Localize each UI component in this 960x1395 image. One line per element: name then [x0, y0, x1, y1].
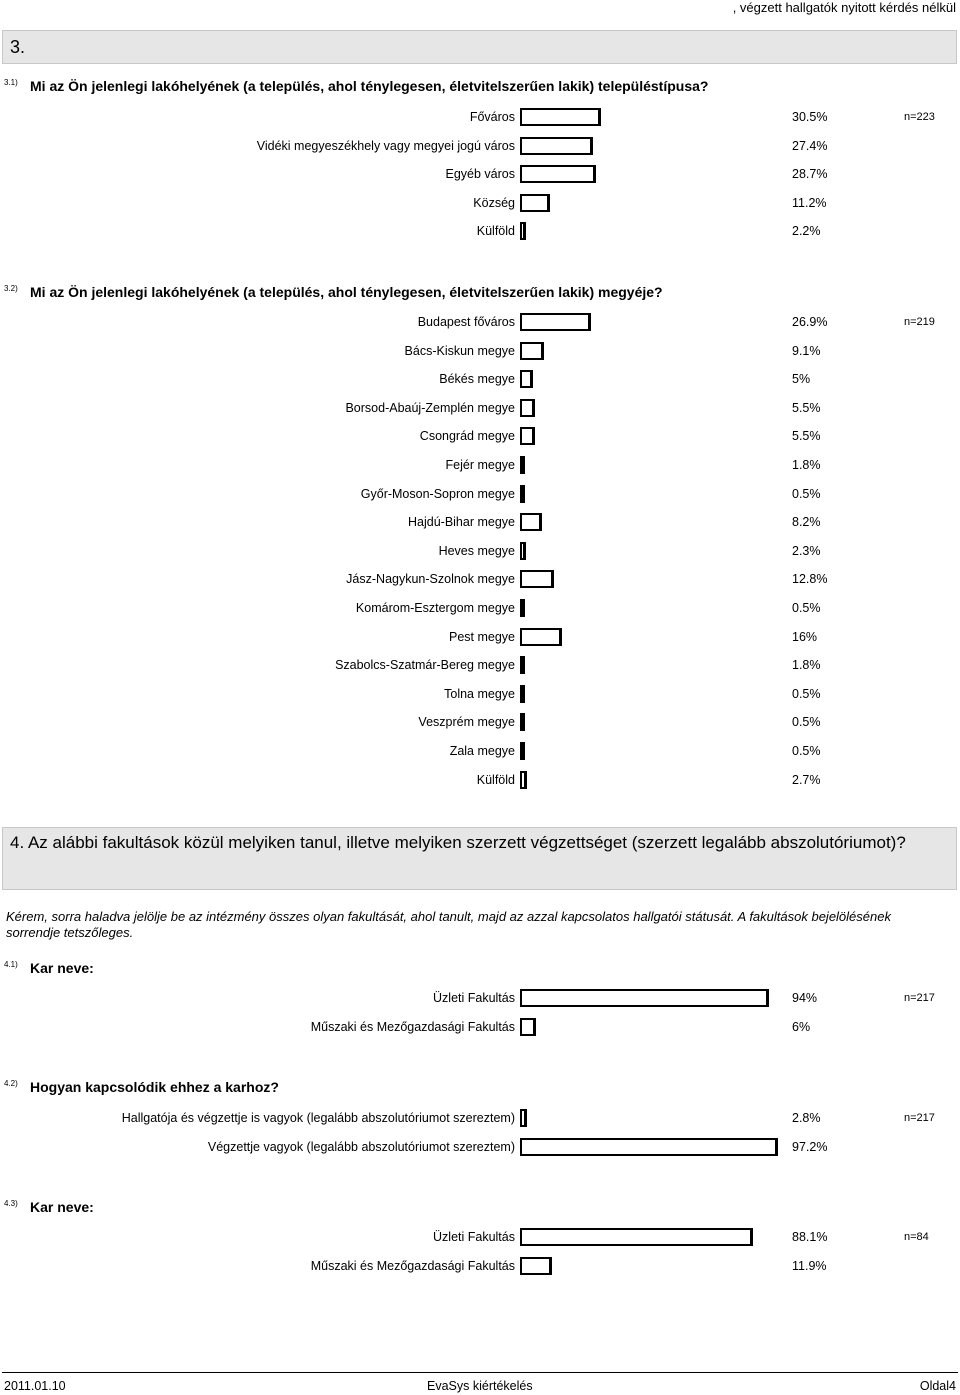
row-label: Község: [473, 196, 515, 210]
percentage-bar: [520, 485, 525, 503]
percentage-value: 0.5%: [792, 687, 821, 701]
question-3-2-number: 3.2): [4, 284, 18, 293]
section-4-title: 4. Az alábbi fakultások közül melyiken tanul, illetve melyiken szerzett végzettséget (szerzett legalább abszolutóriumot)?: [10, 833, 906, 852]
row-label: Heves megye: [438, 544, 515, 558]
question-3-1-n: n=223: [904, 111, 935, 123]
row-label: Műszaki és Mezőgazdasági Fakultás: [310, 1259, 515, 1273]
percentage-value: 0.5%: [792, 487, 821, 501]
row-label: Tolna megye: [444, 687, 515, 701]
row-label: Üzleti Fakultás: [433, 991, 515, 1005]
row-label: Szabolcs-Szatmár-Bereg megye: [335, 658, 515, 672]
footer-title: EvaSys kiértékelés: [427, 1379, 533, 1393]
question-4-2-text: Hogyan kapcsolódik ehhez a karhoz?: [30, 1079, 279, 1095]
row-label: Hajdú-Bihar megye: [408, 515, 515, 529]
percentage-value: 2.8%: [792, 1111, 821, 1125]
question-3-1-number: 3.1): [4, 78, 18, 87]
question-4-3-n: n=84: [904, 1231, 929, 1243]
percentage-bar: [520, 137, 593, 155]
row-label: Veszprém megye: [418, 715, 515, 729]
footer-date: 2011.01.10: [4, 1379, 66, 1393]
footer-page: Oldal4: [919, 1379, 956, 1393]
percentage-bar: [520, 513, 542, 531]
row-label: Jász-Nagykun-Szolnok megye: [346, 572, 515, 586]
row-label: Fejér megye: [445, 458, 515, 472]
percentage-value: 0.5%: [792, 601, 821, 615]
row-label: Komárom-Esztergom megye: [355, 601, 515, 615]
percentage-bar: [520, 1228, 753, 1246]
row-label: Zala megye: [449, 744, 515, 758]
row-label: Békés megye: [439, 372, 515, 386]
percentage-value: 26.9%: [792, 315, 828, 329]
question-4-3-number: 4.3): [4, 1199, 18, 1208]
row-label: Győr-Moson-Sopron megye: [360, 487, 515, 501]
row-label: Külföld: [476, 224, 515, 238]
question-4-1-number: 4.1): [4, 960, 18, 969]
percentage-value: 1.8%: [792, 458, 821, 472]
percentage-bar: [520, 222, 526, 240]
percentage-value: 5.5%: [792, 429, 821, 443]
percentage-value: 88.1%: [792, 1230, 828, 1244]
section-4-instruction: Kérem, sorra haladva jelölje be az intézmény összes olyan fakultását, ahol tanult, majd az azzal kapcsolatos hallgatói státusát. A fakultások bejelölésének sorrendje tetszőleges.: [6, 909, 891, 940]
percentage-value: 2.7%: [792, 773, 821, 787]
percentage-value: 0.5%: [792, 744, 821, 758]
footer-divider: [2, 1372, 958, 1373]
percentage-bar: [520, 427, 535, 445]
percentage-bar: [520, 599, 525, 617]
question-3-2-n: n=219: [904, 316, 935, 328]
question-3-2-text: Mi az Ön jelenlegi lakóhelyének (a település, ahol ténylegesen, életvitelszerűen lakik) megyéje?: [30, 284, 663, 300]
percentage-value: 30.5%: [792, 110, 828, 124]
percentage-bar: [520, 165, 596, 183]
percentage-bar: [520, 742, 525, 760]
percentage-bar: [520, 456, 525, 474]
percentage-bar: [520, 108, 601, 126]
percentage-bar: [520, 194, 550, 212]
percentage-bar: [520, 399, 535, 417]
question-4-2-n: n=217: [904, 1112, 935, 1124]
percentage-bar: [520, 1138, 778, 1156]
row-label: Bács-Kiskun megye: [404, 344, 515, 358]
percentage-bar: [520, 1018, 536, 1036]
percentage-value: 1.8%: [792, 658, 821, 672]
row-label: Pest megye: [448, 630, 515, 644]
percentage-value: 2.3%: [792, 544, 821, 558]
section-4-header: [2, 827, 957, 890]
percentage-value: 2.2%: [792, 224, 821, 238]
percentage-value: 16%: [792, 630, 818, 644]
percentage-value: 97.2%: [792, 1140, 828, 1154]
percentage-bar: [520, 570, 554, 588]
percentage-value: 11.9%: [792, 1259, 827, 1273]
row-label: Budapest főváros: [417, 315, 515, 329]
percentage-bar: [520, 313, 591, 331]
percentage-bar: [520, 370, 533, 388]
percentage-bar: [520, 542, 526, 560]
question-3-1-text: Mi az Ön jelenlegi lakóhelyének (a település, ahol ténylegesen, életvitelszerűen lakik) településtípusa?: [30, 78, 709, 94]
percentage-value: 28.7%: [792, 167, 828, 181]
question-4-3-text: Kar neve:: [30, 1199, 94, 1215]
percentage-bar: [520, 989, 769, 1007]
percentage-bar: [520, 656, 525, 674]
question-4-1-text: Kar neve:: [30, 960, 94, 976]
row-label: Csongrád megye: [419, 429, 515, 443]
percentage-value: 94%: [792, 991, 818, 1005]
row-label: Vidéki megyeszékhely vagy megyei jogú város: [256, 139, 515, 153]
percentage-value: 9.1%: [792, 344, 821, 358]
question-4-1-n: n=217: [904, 992, 935, 1004]
percentage-bar: [520, 342, 544, 360]
section-3-title: 3.: [10, 37, 26, 57]
row-label: Üzleti Fakultás: [433, 1230, 515, 1244]
percentage-bar: [520, 1257, 552, 1275]
section-3-header: [2, 30, 957, 64]
percentage-value: 5%: [792, 372, 811, 386]
percentage-value: 6%: [792, 1020, 811, 1034]
percentage-bar: [520, 713, 525, 731]
percentage-value: 5.5%: [792, 401, 821, 415]
percentage-bar: [520, 685, 525, 703]
row-label: Műszaki és Mezőgazdasági Fakultás: [310, 1020, 515, 1034]
row-label: Egyéb város: [445, 167, 515, 181]
percentage-value: 12.8%: [792, 572, 828, 586]
row-label: Külföld: [476, 773, 515, 787]
percentage-value: 0.5%: [792, 715, 821, 729]
percentage-value: 27.4%: [792, 139, 828, 153]
question-4-2-number: 4.2): [4, 1079, 18, 1088]
row-label: Hallgatója és végzettje is vagyok (legalább abszolutóriumot szereztem): [121, 1111, 515, 1125]
percentage-value: 11.2%: [792, 196, 827, 210]
percentage-value: 8.2%: [792, 515, 821, 529]
percentage-bar: [520, 628, 562, 646]
percentage-bar: [520, 1109, 527, 1127]
header-note: , végzett hallgatók nyitott kérdés nélkül: [732, 0, 956, 15]
row-label: Végzettje vagyok (legalább abszolutóriumot szereztem): [207, 1140, 515, 1154]
row-label: Főváros: [469, 110, 515, 124]
percentage-bar: [520, 771, 527, 789]
row-label: Borsod-Abaúj-Zemplén megye: [345, 401, 515, 415]
